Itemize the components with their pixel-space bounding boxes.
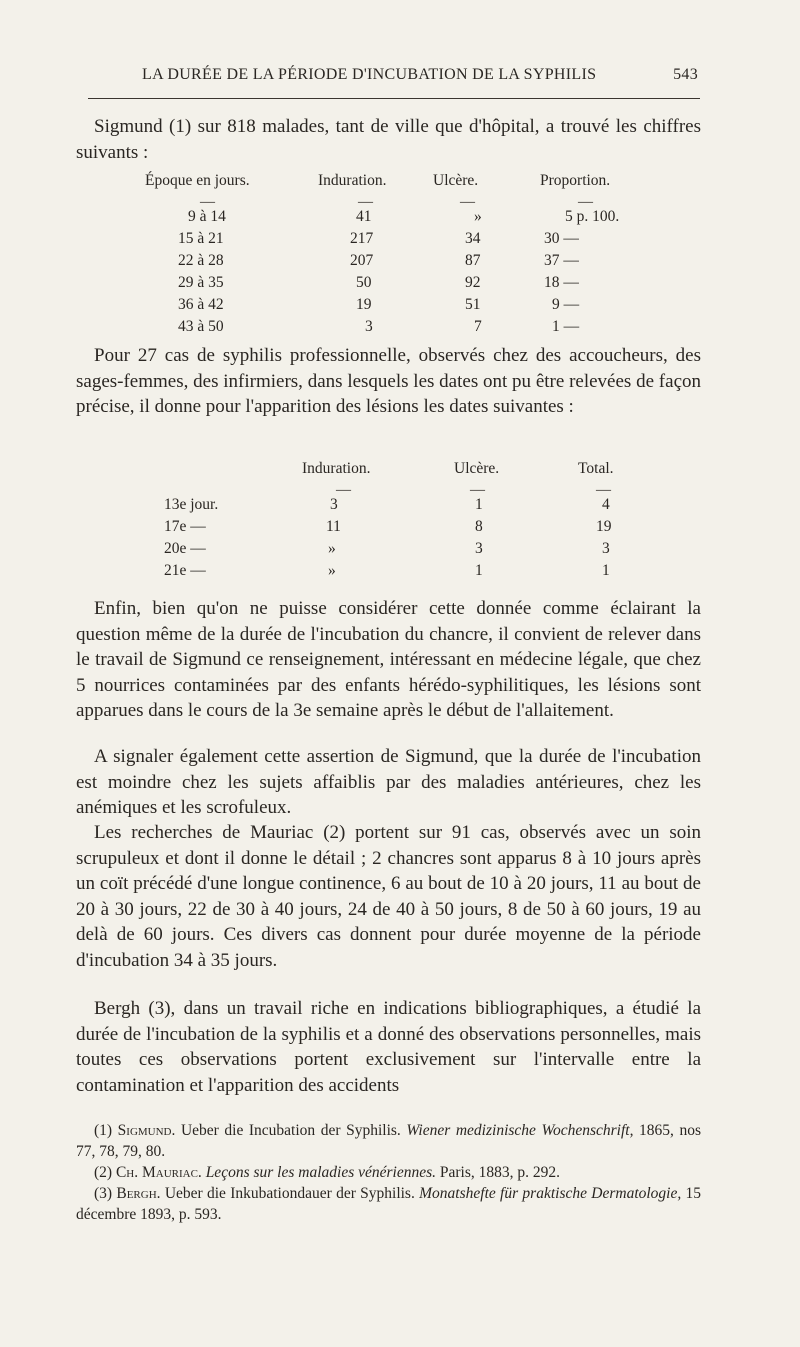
footnote-2 bbox=[76, 1162, 701, 1183]
table-row bbox=[100, 562, 660, 584]
table2-dash-3: — bbox=[596, 482, 611, 498]
table-row bbox=[100, 208, 640, 230]
table1-cell: 92 bbox=[465, 274, 481, 291]
running-title: LA DURÉE DE LA PÉRIODE D'INCUBATION DE LA SYPHILIS bbox=[142, 66, 597, 83]
table1-cell: 34 bbox=[465, 230, 481, 247]
table1-dash-3: — bbox=[460, 194, 475, 210]
table-row bbox=[100, 230, 640, 252]
table1-cell: 36 à 42 bbox=[178, 296, 224, 313]
table1-cell: 9 — bbox=[552, 296, 580, 313]
footnote-number: (1) bbox=[94, 1122, 113, 1139]
table-row bbox=[100, 252, 640, 274]
paragraph-2: Pour 27 cas de syphilis professionnelle, observés chez des accoucheurs, des sages-femmes, des infirmiers, dans lesquels les dates ont pu être relevées de façon précise, il donne pour l'apparition des lésions les dates suivantes : bbox=[76, 345, 701, 417]
table2-cell: 11 bbox=[326, 518, 341, 535]
table1-header-ulcere: Ulcère. bbox=[433, 172, 479, 189]
table1-dash-1: — bbox=[200, 194, 215, 210]
table-row bbox=[100, 274, 640, 296]
table1-cell: 41 bbox=[356, 208, 372, 225]
paragraph-3: Enfin, bien qu'on ne puisse considérer cette donnée comme éclairant la question même de la durée de l'incubation du chancre, il convient de relever dans le travail de Sigmund ce renseignement, intéressant en médecine légale, que chez 5 nourrices contaminées par des enfants hérédo-syphilitiques, les lésions sont apparues dans le cours de la 3e semaine après le début de l'allaitement. bbox=[76, 598, 701, 721]
table1-cell: 43 à 50 bbox=[178, 318, 224, 335]
table2-cell: 13e jour. bbox=[164, 496, 219, 513]
paragraph-6: Bergh (3), dans un travail riche en indications bibliographiques, a étudié la durée de l'incubation de la syphilis et a donné des observations personnelles, mais toutes ces observations portent exclusivement sur l'intervalle entre la contamination et l'apparition des accidents bbox=[76, 998, 701, 1096]
footnote-author: Bergh. bbox=[116, 1185, 161, 1202]
table2-dash-2: — bbox=[470, 482, 485, 498]
footnote-ref: 1865, nos 77, 78, 79, 80. bbox=[76, 1122, 702, 1160]
footnote-author: Ch. Mauriac. bbox=[115, 1164, 202, 1181]
header-rule bbox=[88, 98, 700, 99]
table2-cell: » bbox=[328, 540, 336, 557]
table-row bbox=[100, 496, 660, 518]
table1-cell: 50 bbox=[356, 274, 372, 291]
footnote-title: Ueber die Inkubationdauer der Syphilis. bbox=[164, 1185, 415, 1202]
table2-header-induration: Induration. bbox=[302, 460, 371, 477]
footnotes bbox=[76, 1120, 701, 1225]
table1-cell: 217 bbox=[350, 230, 374, 247]
page-number: 543 bbox=[673, 66, 698, 83]
table-row bbox=[100, 540, 660, 562]
table1-dash-2: — bbox=[358, 194, 373, 210]
table1-cell: 29 à 35 bbox=[178, 274, 224, 291]
table-row bbox=[100, 296, 640, 318]
table2-cell: 1 bbox=[475, 562, 483, 579]
footnote-journal: Leçons sur les maladies vénériennes. bbox=[205, 1164, 436, 1181]
footnote-ref: 15 décembre 1893, p. 593. bbox=[76, 1185, 702, 1223]
table1-cell: 18 — bbox=[544, 274, 579, 291]
table1-cell: 87 bbox=[465, 252, 481, 269]
footnote-title: Ueber die Incubation der Syphilis. bbox=[180, 1122, 401, 1139]
table2-header-total: Total. bbox=[578, 460, 614, 477]
paragraph-5: Les recherches de Mauriac (2) portent sur 91 cas, observés avec un soin scrupuleux et dont il donne le détail ; 2 chancres sont apparus 8 à 10 jours après un coït précédé d'une longue continence, 6 au bout de 10 à 20 jours, 11 au bout de 20 à 30 jours, 22 de 30 à 40 jours, 24 de 40 à 50 jours, 8 de 50 à 60 jours, 19 au delà de 60 jours. Ces divers cas donnent pour durée moyenne de la période d'incubation 34 à 35 jours. bbox=[76, 822, 701, 971]
table1-header-epoque: Époque en jours. bbox=[145, 172, 250, 189]
table1-dash-4: — bbox=[578, 194, 593, 210]
table-row bbox=[100, 318, 640, 340]
footnote-1 bbox=[76, 1120, 701, 1162]
table1-cell: 9 à 14 bbox=[188, 208, 226, 225]
table2-cell: 19 bbox=[596, 518, 612, 535]
table1-cell: 15 à 21 bbox=[178, 230, 224, 247]
table1-cell: 5 p. 100. bbox=[565, 208, 620, 225]
table1-cell: 51 bbox=[465, 296, 481, 313]
table1-cell: 19 bbox=[356, 296, 372, 313]
table2-cell: 8 bbox=[475, 518, 483, 535]
table1-cell: 207 bbox=[350, 252, 374, 269]
footnote-journal: Monatshefte für praktische Dermatologie, bbox=[419, 1185, 682, 1202]
paragraph-4: A signaler également cette assertion de Sigmund, que la durée de l'incubation est moindre chez les sujets affaiblis par des maladies antérieures, chez les anémiques et les scrofuleux. bbox=[76, 746, 701, 818]
table2-cell: 17e — bbox=[164, 518, 206, 535]
footnote-3 bbox=[76, 1183, 701, 1225]
table-sigmund bbox=[100, 172, 640, 337]
table-professional-syphilis bbox=[100, 460, 660, 580]
table1-cell: 3 bbox=[365, 318, 373, 335]
table2-cell: 4 bbox=[602, 496, 610, 513]
table1-cell: 37 — bbox=[544, 252, 579, 269]
footnote-author: Sigmund. bbox=[117, 1122, 176, 1139]
table-row bbox=[100, 518, 660, 540]
footnote-ref: Paris, 1883, p. 292. bbox=[439, 1164, 560, 1181]
table2-cell: 3 bbox=[330, 496, 338, 513]
table2-header-ulcere: Ulcère. bbox=[454, 460, 500, 477]
running-header bbox=[100, 60, 700, 90]
table1-header-proportion: Proportion. bbox=[540, 172, 611, 189]
footnote-journal: Wiener medizinische Wochenschrift, bbox=[406, 1122, 634, 1139]
footnote-number: (3) bbox=[94, 1185, 113, 1202]
table1-header-induration: Induration. bbox=[318, 172, 387, 189]
table1-cell: 30 — bbox=[544, 230, 579, 247]
table1-cell: » bbox=[474, 208, 482, 225]
table2-cell: 3 bbox=[475, 540, 483, 557]
table2-cell: 21e — bbox=[164, 562, 206, 579]
table1-cell: 22 à 28 bbox=[178, 252, 224, 269]
footnote-number: (2) bbox=[94, 1164, 113, 1181]
table2-cell: 1 bbox=[475, 496, 483, 513]
table1-cell: 7 bbox=[474, 318, 482, 335]
table2-cell: 1 bbox=[602, 562, 610, 579]
table2-cell: 3 bbox=[602, 540, 610, 557]
table1-cell: 1 — bbox=[552, 318, 580, 335]
table2-cell: » bbox=[328, 562, 336, 579]
table2-cell: 20e — bbox=[164, 540, 206, 557]
paragraph-1: Sigmund (1) sur 818 malades, tant de ville que d'hôpital, a trouvé les chiffres suivants : bbox=[76, 116, 701, 163]
table2-dash-1: — bbox=[336, 482, 351, 498]
